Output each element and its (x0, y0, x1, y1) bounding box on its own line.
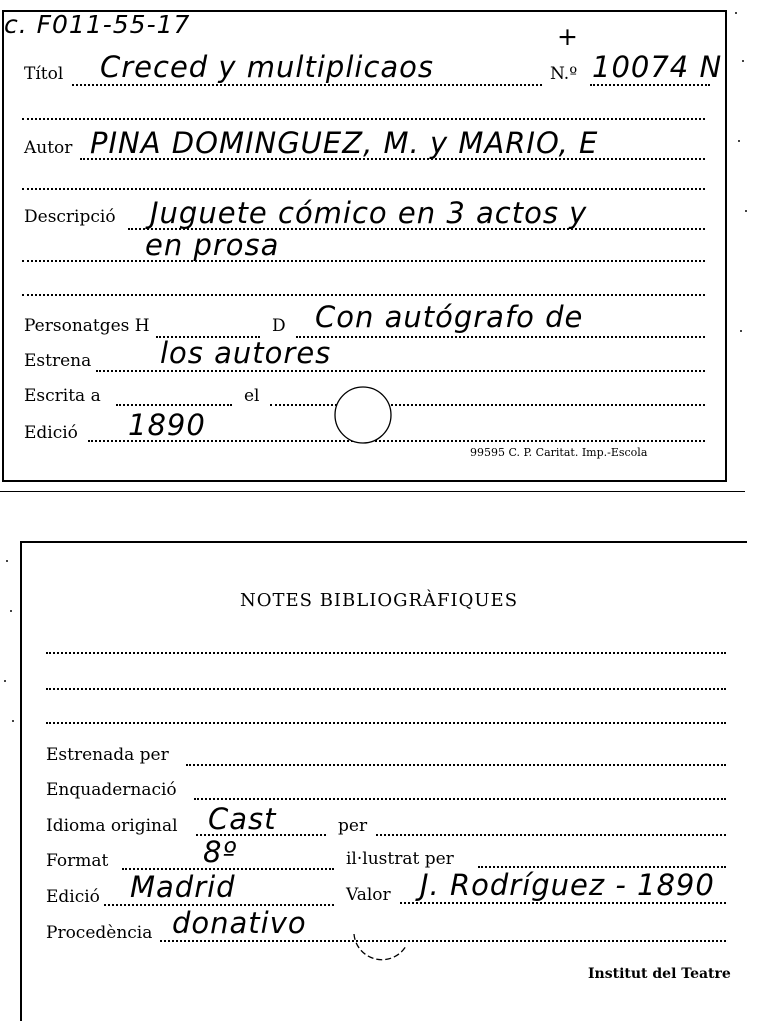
punch-hole-bottom (350, 920, 414, 978)
valor-label: Valor (346, 885, 391, 905)
escrita-a-label: Escrita a (24, 386, 101, 406)
estrenada-per-line (186, 764, 726, 766)
enquadernacio-label: Enquadernació (46, 780, 177, 800)
personatges-h-label: Personatges H (24, 316, 150, 336)
escrita-a-line (116, 404, 232, 406)
institution-stamp: Institut del Teatre (588, 966, 731, 982)
scan-speck (735, 12, 737, 14)
edicio-bottom-value: Madrid (130, 870, 236, 904)
format-value: 8º (203, 835, 238, 869)
titol-value: Creced y multiplicaos (100, 50, 435, 84)
scan-speck (6, 560, 8, 562)
idioma-per-label: per (338, 816, 368, 836)
edicio-label: Edició (24, 423, 78, 443)
edicio-bottom-label: Edició (46, 887, 100, 907)
procedencia-value: donativo (172, 906, 307, 940)
printer-imprint: 99595 C. P. Caritat. Imp.-Escola (470, 446, 648, 459)
illustrat-label: il·lustrat per (346, 849, 454, 869)
scan-speck (4, 680, 6, 682)
scan-speck (12, 720, 14, 722)
call-number: c. F011-55-17 (4, 10, 191, 39)
scan-speck (745, 210, 747, 212)
titol-label: Títol (24, 64, 64, 84)
personatges-value: Con autógrafo de (315, 300, 584, 334)
enquadernacio-line (194, 798, 726, 800)
descripcio-label: Descripció (24, 207, 116, 227)
autor-label: Autor (24, 138, 73, 158)
scan-speck (738, 140, 740, 142)
notes-line-2 (46, 688, 726, 690)
autor-value: PINA DOMINGUEZ, M. y MARIO, E (90, 126, 599, 160)
blank-line-2 (22, 188, 705, 190)
estrena-line (96, 370, 705, 372)
scan-speck (742, 60, 744, 62)
card-separator (0, 491, 745, 492)
escrita-el-label: el (244, 386, 260, 406)
idioma-label: Idioma original (46, 816, 178, 836)
format-label: Format (46, 851, 109, 871)
descripcio-line-2 (22, 260, 705, 262)
punch-hole (333, 385, 393, 445)
notes-heading: NOTES BIBLIOGRÀFIQUES (240, 590, 519, 611)
blank-line-1 (22, 118, 705, 120)
idioma-per-line (376, 834, 726, 836)
personatges-d-label: D (272, 316, 286, 336)
idioma-value: Cast (208, 802, 277, 836)
estrena-value: los autores (160, 336, 332, 370)
notes-line-1 (46, 652, 726, 654)
titol-line (72, 84, 542, 86)
num-label: N.º (550, 64, 578, 84)
procedencia-label: Procedència (46, 923, 153, 943)
plus-mark: + (557, 22, 579, 51)
descripcio-value-2: en prosa (145, 228, 280, 262)
procedencia-line (160, 940, 726, 942)
descripcio-value-1: Juguete cómico en 3 actos y (150, 196, 588, 230)
num-line (590, 84, 710, 86)
estrenada-per-label: Estrenada per (46, 745, 169, 765)
estrena-label: Estrena (24, 351, 92, 371)
valor-value: J. Rodríguez - 1890 (420, 868, 715, 902)
personatges-d-line (296, 336, 705, 338)
scan-speck (740, 330, 742, 332)
scan-speck (10, 610, 12, 612)
notes-line-3 (46, 722, 726, 724)
valor-line (400, 902, 726, 904)
edicio-value: 1890 (128, 408, 206, 442)
blank-line-3 (22, 294, 705, 296)
num-value: 10074 N (592, 50, 723, 84)
